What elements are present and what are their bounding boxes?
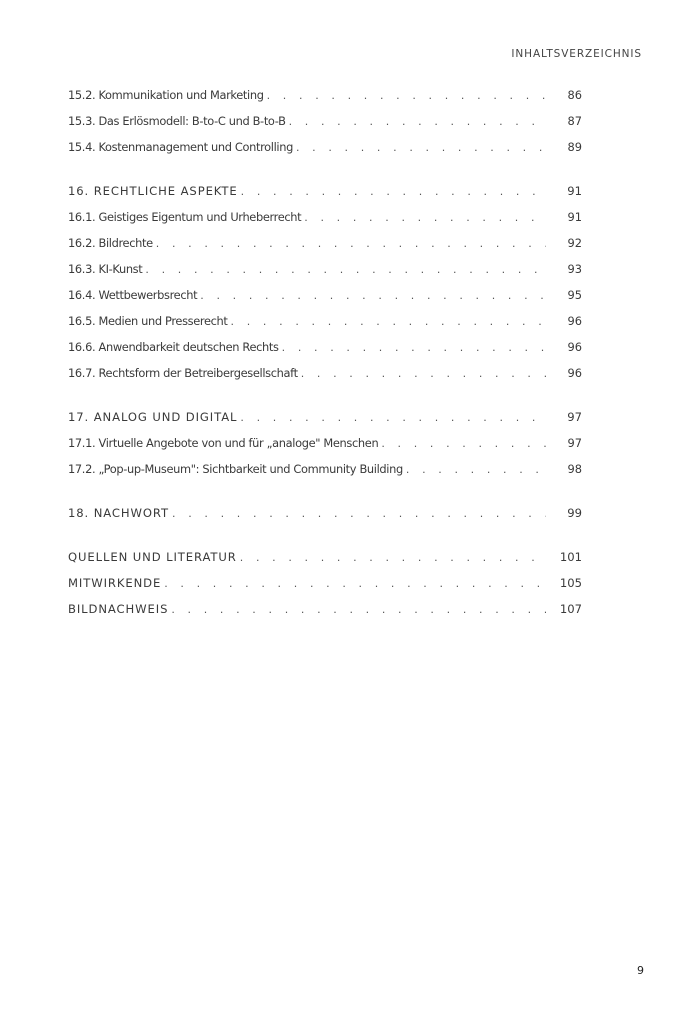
toc-entry-title: 17.2. „Pop-up-Museum": Sichtbarkeit und Community Building bbox=[68, 462, 403, 476]
toc-entry-title: 16.5. Medien und Presserecht bbox=[68, 314, 228, 328]
toc-leader-dots bbox=[164, 577, 546, 590]
toc-leader-dots bbox=[282, 341, 546, 354]
toc-leader-dots bbox=[304, 211, 546, 224]
toc-entry-title: 15.3. Das Erlösmodell: B-to-C und B-to-B bbox=[68, 114, 286, 128]
toc-leader-dots bbox=[241, 185, 546, 198]
toc-entry-title: 16.1. Geistiges Eigentum und Urheberrecht bbox=[68, 210, 302, 224]
toc-leader-dots bbox=[296, 141, 546, 154]
toc-group bbox=[68, 88, 582, 166]
toc-entry-title: 15.4. Kostenmanagement und Controlling bbox=[68, 140, 293, 154]
toc-leader-dots bbox=[172, 507, 546, 520]
toc-chapter-entry[interactable] bbox=[68, 550, 582, 576]
toc-entry-page: 96 bbox=[567, 314, 582, 328]
toc-leader-dots bbox=[200, 289, 546, 302]
toc-entry-page: 96 bbox=[567, 366, 582, 380]
toc-entry-title: 18. NACHWORT bbox=[68, 506, 170, 520]
toc-entry-title: 16. RECHTLICHE ASPEKTE bbox=[68, 184, 238, 198]
toc-chapter-entry[interactable] bbox=[68, 602, 582, 628]
toc-entry-page: 87 bbox=[567, 114, 582, 128]
toc-group bbox=[68, 410, 582, 488]
toc-entry-page: 107 bbox=[559, 602, 582, 616]
toc-leader-dots bbox=[231, 315, 546, 328]
toc-entry[interactable] bbox=[68, 114, 582, 140]
toc-entry[interactable] bbox=[68, 436, 582, 462]
toc-leader-dots bbox=[156, 237, 546, 250]
toc-group bbox=[68, 184, 582, 392]
toc-entry-title: 16.2. Bildrechte bbox=[68, 236, 153, 250]
page-number: 9 bbox=[637, 964, 644, 977]
toc-leader-dots bbox=[240, 551, 546, 564]
toc-entry-title: 15.2. Kommunikation und Marketing bbox=[68, 88, 264, 102]
toc-entry[interactable] bbox=[68, 262, 582, 288]
toc-entry-page: 99 bbox=[567, 506, 582, 520]
toc-entry-page: 91 bbox=[567, 184, 582, 198]
toc-entry[interactable] bbox=[68, 340, 582, 366]
toc-leader-dots bbox=[289, 115, 546, 128]
toc-group bbox=[68, 550, 582, 628]
toc-entry[interactable] bbox=[68, 88, 582, 114]
toc-entry-page: 97 bbox=[567, 410, 582, 424]
toc-entry-page: 91 bbox=[567, 210, 582, 224]
toc-entry[interactable] bbox=[68, 210, 582, 236]
toc-entry-title: 16.6. Anwendbarkeit deutschen Rechts bbox=[68, 340, 279, 354]
toc-chapter-entry[interactable] bbox=[68, 410, 582, 436]
toc-chapter-entry[interactable] bbox=[68, 576, 582, 602]
toc-entry-title: 16.7. Rechtsform der Betreibergesellschaft bbox=[68, 366, 298, 380]
toc-entry[interactable] bbox=[68, 236, 582, 262]
toc-entry-page: 105 bbox=[559, 576, 582, 590]
toc-leader-dots bbox=[301, 367, 546, 380]
toc-entry-page: 93 bbox=[567, 262, 582, 276]
toc-entry-title: 16.3. KI-Kunst bbox=[68, 262, 143, 276]
toc-entry-title: BILDNACHWEIS bbox=[68, 602, 169, 616]
table-of-contents bbox=[68, 88, 582, 646]
toc-entry-page: 89 bbox=[567, 140, 582, 154]
toc-entry-page: 101 bbox=[559, 550, 582, 564]
toc-entry[interactable] bbox=[68, 462, 582, 488]
toc-leader-dots bbox=[406, 463, 546, 476]
toc-entry-page: 96 bbox=[567, 340, 582, 354]
toc-entry-title: MITWIRKENDE bbox=[68, 576, 162, 590]
toc-entry-page: 98 bbox=[567, 462, 582, 476]
running-head: INHALTSVERZEICHNIS bbox=[511, 48, 642, 60]
toc-entry-page: 97 bbox=[567, 436, 582, 450]
toc-entry-title: QUELLEN UND LITERATUR bbox=[68, 550, 237, 564]
toc-entry[interactable] bbox=[68, 288, 582, 314]
toc-leader-dots bbox=[381, 437, 546, 450]
toc-leader-dots bbox=[145, 263, 546, 276]
toc-entry-page: 86 bbox=[567, 88, 582, 102]
toc-entry-page: 95 bbox=[567, 288, 582, 302]
toc-leader-dots bbox=[267, 89, 546, 102]
toc-entry-title: 17. ANALOG UND DIGITAL bbox=[68, 410, 238, 424]
toc-entry-page: 92 bbox=[567, 236, 582, 250]
toc-leader-dots bbox=[171, 603, 546, 616]
toc-chapter-entry[interactable] bbox=[68, 184, 582, 210]
toc-entry-title: 17.1. Virtuelle Angebote von und für „analoge" Menschen bbox=[68, 436, 379, 450]
toc-leader-dots bbox=[240, 411, 546, 424]
toc-chapter-entry[interactable] bbox=[68, 506, 582, 532]
toc-group bbox=[68, 506, 582, 532]
toc-entry-title: 16.4. Wettbewerbsrecht bbox=[68, 288, 198, 302]
toc-entry[interactable] bbox=[68, 314, 582, 340]
toc-entry[interactable] bbox=[68, 366, 582, 392]
toc-entry[interactable] bbox=[68, 140, 582, 166]
